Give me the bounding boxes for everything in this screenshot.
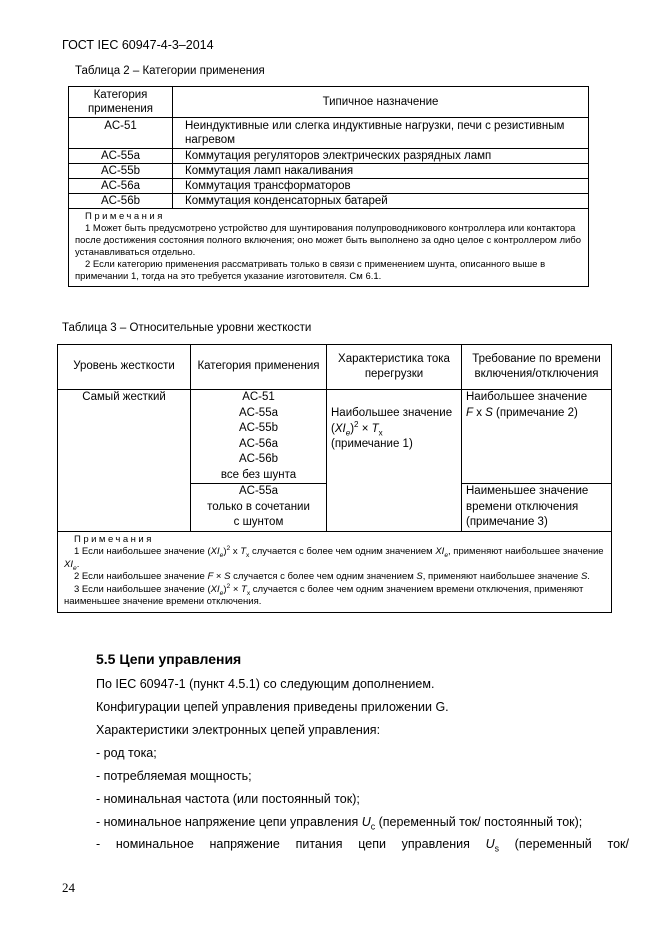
table-row: [69, 118, 589, 149]
list-item: - номинальное напряжение питания цепи управления $U_s$ (переменный ток/: [96, 837, 629, 854]
table3-caption: Таблица 3 – Относительные уровни жесткости: [62, 322, 312, 334]
category-description: Коммутация трансформаторов: [173, 179, 589, 194]
table-row: [69, 149, 589, 164]
category-group-2: [191, 484, 327, 532]
table2-notes: [69, 209, 589, 287]
table-notes-row: [58, 531, 612, 612]
category-item: AC-56b: [239, 453, 278, 465]
note-1: 1 Может быть предусмотрено устройство для шунтирования полупроводникового контроллера или контактора после достижения состояния полного включения; оно может быть выполнено за одно целое с контроллером либо устанавливаться отдельно.: [75, 223, 582, 258]
list-item: - номинальное напряжение цепи управления $U_c$ (переменный ток/ постоянный ток);: [96, 815, 583, 832]
paragraph: Характеристики электронных цепей управления:: [96, 723, 381, 737]
table3-severity-levels: [57, 344, 612, 613]
category-code: AC-55b: [69, 164, 173, 179]
time-requirement-upper: Наибольшее значение F x S (примечание 2): [462, 390, 612, 484]
table2-caption: Таблица 2 – Категории применения: [75, 65, 265, 77]
category-item: AC-56a: [239, 437, 278, 450]
category-item: все без шунта: [220, 468, 297, 481]
paragraph: Конфигурации цепей управления приведены приложении G.: [96, 700, 449, 714]
category-description: Коммутация ламп накаливания: [173, 164, 589, 179]
table-row: [69, 179, 589, 194]
table-header-row: [58, 345, 612, 390]
category-group-1: [191, 390, 327, 484]
category-item: AC-55a: [239, 485, 278, 497]
category-description: Коммутация конденсаторных батарей: [173, 194, 589, 209]
header-severity: Уровень жесткости: [58, 345, 191, 390]
notes-title: Примечания: [85, 211, 165, 222]
time-requirement-lower: Наименьшее значение времени отключения (примечание 3): [462, 484, 612, 532]
header-time: Требование по времени включения/отключения: [462, 345, 612, 390]
header-category: Категория применения: [69, 87, 173, 118]
category-code: AC-55a: [69, 149, 173, 164]
header-overload: Характеристика тока перегрузки: [327, 345, 462, 390]
document-header: ГОСТ IEC 60947-4-3–2014: [62, 38, 214, 52]
table-row: [58, 390, 612, 484]
category-item: AC-51: [242, 391, 275, 403]
note-3: 3 Если наибольшее значение $(XI_e)^2 \times T_x$ случается с более чем одним значением времени отключения, применяют наименьшее значение времени отключения.: [64, 582, 584, 607]
section-title: 5.5 Цепи управления: [96, 651, 242, 667]
overload-characteristic: Наибольшее значение $(XI_e)^2 \times T_x$ (примечание 1): [327, 390, 462, 532]
note-2: 2 Если наибольшее значение F × S случается с более чем одним значением S, применяют наибольшее значение S.: [74, 571, 590, 582]
category-item: AC-55a: [239, 406, 278, 419]
list-item: - потребляемая мощность;: [96, 769, 252, 783]
category-description: Коммутация регуляторов электрических разрядных ламп: [173, 149, 589, 164]
table2-application-categories: [68, 86, 589, 287]
table3-notes: [58, 531, 612, 612]
table-notes-row: [69, 209, 589, 287]
page-number: 24: [62, 880, 75, 895]
table-row: [69, 164, 589, 179]
category-code: AC-56b: [69, 194, 173, 209]
header-purpose: Типичное назначение: [173, 87, 589, 118]
note-1: 1 Если наибольшее значение $(XI_e)^2$ x $T_x$ случается с более чем одним значением $XI_e$, применяют наибольшее значение $XI_e$.: [64, 544, 604, 572]
table-header-row: [69, 87, 589, 118]
paragraph: По IEC 60947-1 (пункт 4.5.1) со следующим дополнением.: [96, 677, 435, 691]
list-item: - номинальная частота (или постоянный ток);: [96, 792, 360, 806]
header-category: Категория применения: [191, 345, 327, 390]
category-code: AC-51: [69, 118, 173, 149]
category-item: с шунтом: [233, 516, 284, 528]
note-2: 2 Если категорию применения рассматривать только в связи с применением шунта, описанного выше в примечании 1, тогда на это требуется указание изготовителя. См 6.1.: [75, 259, 546, 282]
list-item: - род тока;: [96, 746, 157, 760]
category-item: AC-55b: [239, 422, 278, 434]
category-description: Неиндуктивные или слегка индуктивные нагрузки, печи с резистивным нагревом: [173, 118, 589, 149]
severity-value: Самый жесткий: [58, 390, 191, 532]
category-code: AC-56a: [69, 179, 173, 194]
notes-title: Примечания: [74, 533, 154, 545]
category-item: только в сочетании: [207, 500, 310, 513]
table-row: [69, 194, 589, 209]
